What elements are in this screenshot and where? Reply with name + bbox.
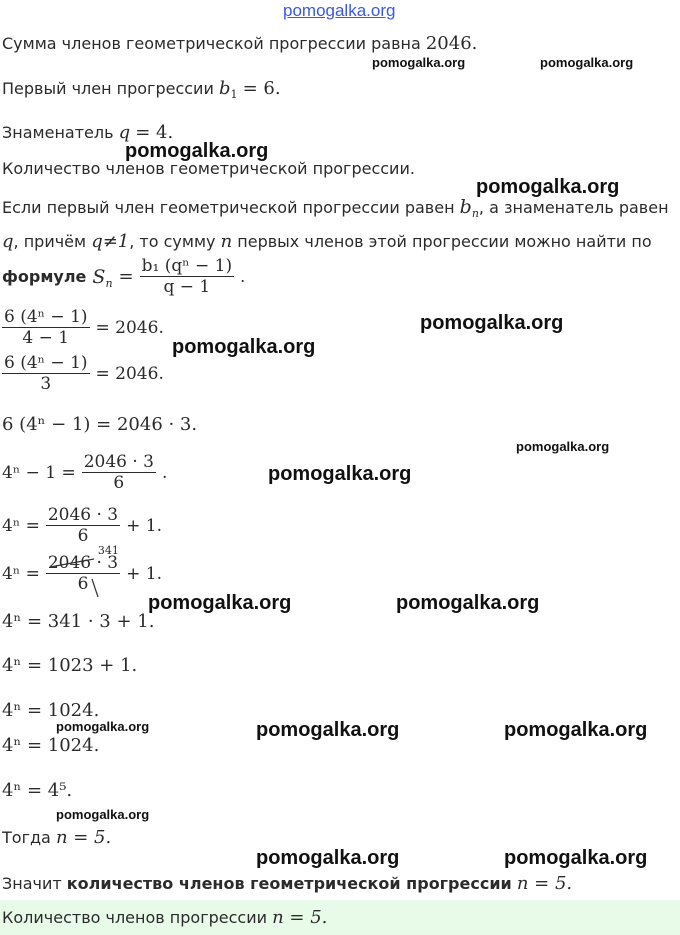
- watermark: pomogalka.org: [540, 55, 634, 70]
- watermark: pomogalka.org: [148, 592, 292, 614]
- watermark: pomogalka.org: [125, 140, 269, 162]
- watermark: pomogalka.org: [372, 55, 466, 70]
- watermark: pomogalka.org: [256, 719, 400, 741]
- watermark: pomogalka.org: [172, 336, 316, 358]
- watermark: pomogalka.org: [420, 312, 564, 334]
- step-6: 4ⁿ = 2046 · 3 6 341 + 1.: [2, 553, 162, 594]
- cancel-result: 341: [97, 544, 119, 557]
- then-line: Тогда n = 5.: [2, 827, 112, 848]
- sum-formula-fraction: $\frac{\text{b₁ (qⁿ − 1)}}{q - 1}$: [141, 256, 233, 297]
- watermark: pomogalka.org: [56, 719, 150, 734]
- first-term-line: Первый член прогрессии $b_1 = 6$.: [2, 78, 281, 101]
- step-8: 4ⁿ = 1023 + 1.: [2, 655, 138, 676]
- if-line: Если первый член геометрической прогрессии равен $b_n$, а знаменатель равен: [2, 196, 669, 220]
- condition-line: q, причём q≠1, то сумму n первых членов этой прогрессии можно найти по: [2, 231, 652, 252]
- step-1: $\frac{\text{6 (4ⁿ − 1)}}{4 - 1}$ = 2046.: [4, 307, 164, 348]
- watermark: pomogalka.org: [504, 719, 648, 741]
- watermark: pomogalka.org: [476, 176, 620, 198]
- step-4: 4ⁿ − 1 = $\frac{2046 \cdot 3}{6}$ .: [2, 452, 168, 493]
- count-line: Количество членов геометрической прогрессии.: [2, 159, 415, 178]
- step-3: 6 (4ⁿ − 1) = 2046 · 3.: [2, 414, 198, 435]
- watermark: pomogalka.org: [504, 847, 648, 869]
- step-2: $\frac{\text{6 (4ⁿ − 1)}}{3}$ = 2046.: [4, 353, 164, 394]
- answer-box: [0, 900, 680, 935]
- sum-line: Сумма членов геометрической прогрессии равна 2046.: [2, 33, 478, 54]
- watermark: pomogalka.org: [56, 807, 150, 822]
- step-11: 4ⁿ = 4⁵.: [2, 780, 73, 801]
- ratio-line: Знаменатель q = 4.: [2, 122, 174, 143]
- site-link[interactable]: pomogalka.org: [283, 1, 396, 20]
- step-5: 4ⁿ = $\frac{2046 \cdot 3}{6}$ + 1.: [2, 505, 162, 546]
- answer-text: Количество членов прогрессии n = 5.: [2, 907, 328, 928]
- watermark: pomogalka.org: [396, 592, 540, 614]
- watermark: pomogalka.org: [256, 847, 400, 869]
- step-7: 4ⁿ = 341 · 3 + 1.: [2, 611, 155, 632]
- watermark: pomogalka.org: [268, 463, 412, 485]
- watermark: pomogalka.org: [516, 439, 610, 454]
- step-10: 4ⁿ = 1024.: [2, 735, 100, 756]
- conclusion-line: Значит количество членов геометрической прогрессии n = 5.: [2, 873, 573, 894]
- step-9: 4ⁿ = 1024.: [2, 700, 100, 721]
- formula-line: формуле $S_n$ = $\frac{\text{b₁ (qⁿ − 1)}}{q - 1}$ .: [2, 256, 246, 297]
